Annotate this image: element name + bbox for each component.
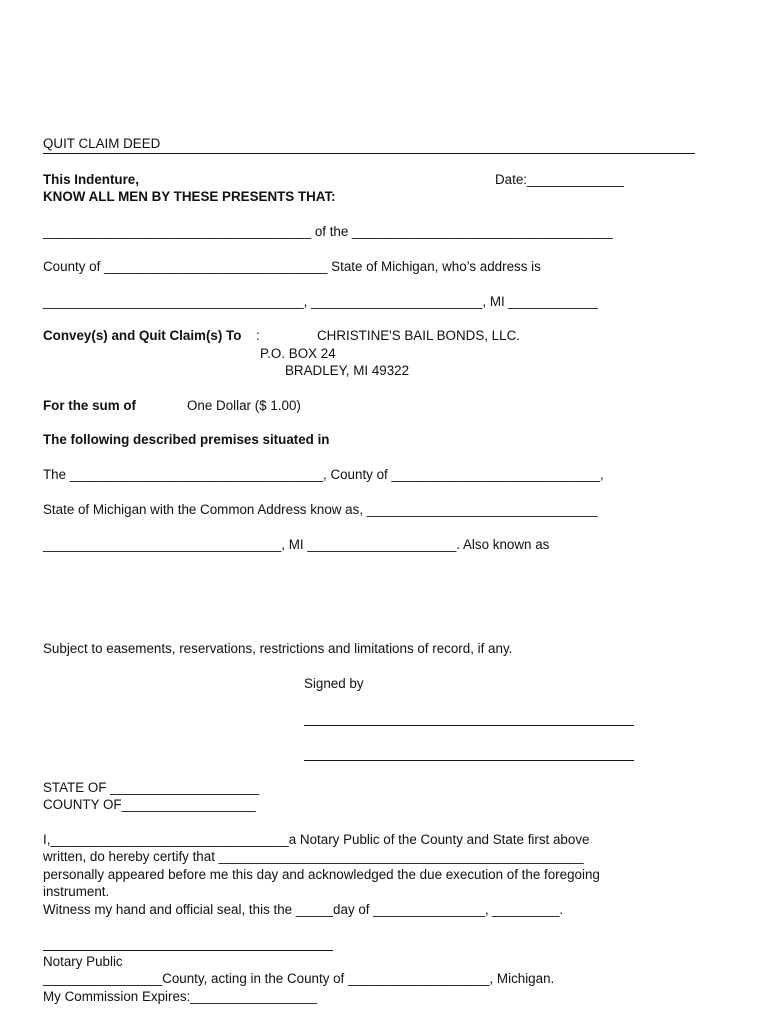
notary-signature-line[interactable]	[43, 950, 333, 951]
notary-public-label: Notary Public	[43, 954, 123, 969]
notary-certify-line-1[interactable]: I,________________________________a Notary Public of the County and State first above	[43, 832, 590, 847]
signed-by-label: Signed by	[304, 676, 364, 691]
grantee-street: P.O. BOX 24	[260, 346, 336, 361]
grantee-name: CHRISTINE'S BAIL BONDS, LLC.	[317, 328, 520, 343]
grantee-city: BRADLEY, MI 49322	[285, 363, 410, 378]
county-of-line[interactable]: COUNTY OF__________________	[43, 797, 256, 812]
document-title: QUIT CLAIM DEED	[43, 136, 161, 151]
convey-colon: :	[256, 328, 260, 343]
sum-value: One Dollar ($ 1.00)	[187, 398, 301, 413]
signature-line-1[interactable]	[304, 725, 634, 726]
county-line[interactable]: County of ______________________________ State of Michigan, who’s address is	[43, 259, 541, 274]
notary-certify-line-4: instrument.	[43, 884, 110, 899]
grantor-line[interactable]: ____________________________________ of the ___________________________________	[43, 224, 613, 239]
witness-line[interactable]: Witness my hand and official seal, this the _____day of _______________, _________.	[43, 902, 564, 917]
address-line[interactable]: ___________________________________, _______________________, MI ____________	[43, 294, 598, 309]
mi-line[interactable]: ________________________________, MI ____________________. Also known as	[43, 537, 550, 552]
the-county-line[interactable]: The __________________________________, County of ____________________________,	[43, 467, 604, 482]
common-address-line[interactable]: State of Michigan with the Common Address know as, _______________________________	[43, 502, 598, 517]
date-field[interactable]: Date:_____________	[495, 172, 624, 187]
sum-label: For the sum of	[43, 398, 136, 413]
notary-certify-line-2[interactable]: written, do hereby certify that _________________________________________________	[43, 849, 584, 864]
signature-line-2[interactable]	[304, 760, 634, 761]
subject-clause: Subject to easements, reservations, restrictions and limitations of record, if any.	[43, 641, 513, 656]
know-all-heading: KNOW ALL MEN BY THESE PRESENTS THAT:	[43, 189, 336, 204]
indenture-heading: This Indenture,	[43, 172, 139, 187]
county-acting-line[interactable]: ________________County, acting in the County of ___________________, Michigan.	[43, 971, 555, 986]
convey-label: Convey(s) and Quit Claim(s) To	[43, 328, 242, 343]
title-rule	[43, 153, 695, 154]
commission-expires-line[interactable]: My Commission Expires:_________________	[43, 989, 317, 1004]
state-of-line[interactable]: STATE OF ____________________	[43, 780, 260, 795]
premises-label: The following described premises situated in	[43, 432, 330, 447]
notary-certify-line-3: personally appeared before me this day and acknowledged the due execution of the foregoing	[43, 867, 600, 882]
